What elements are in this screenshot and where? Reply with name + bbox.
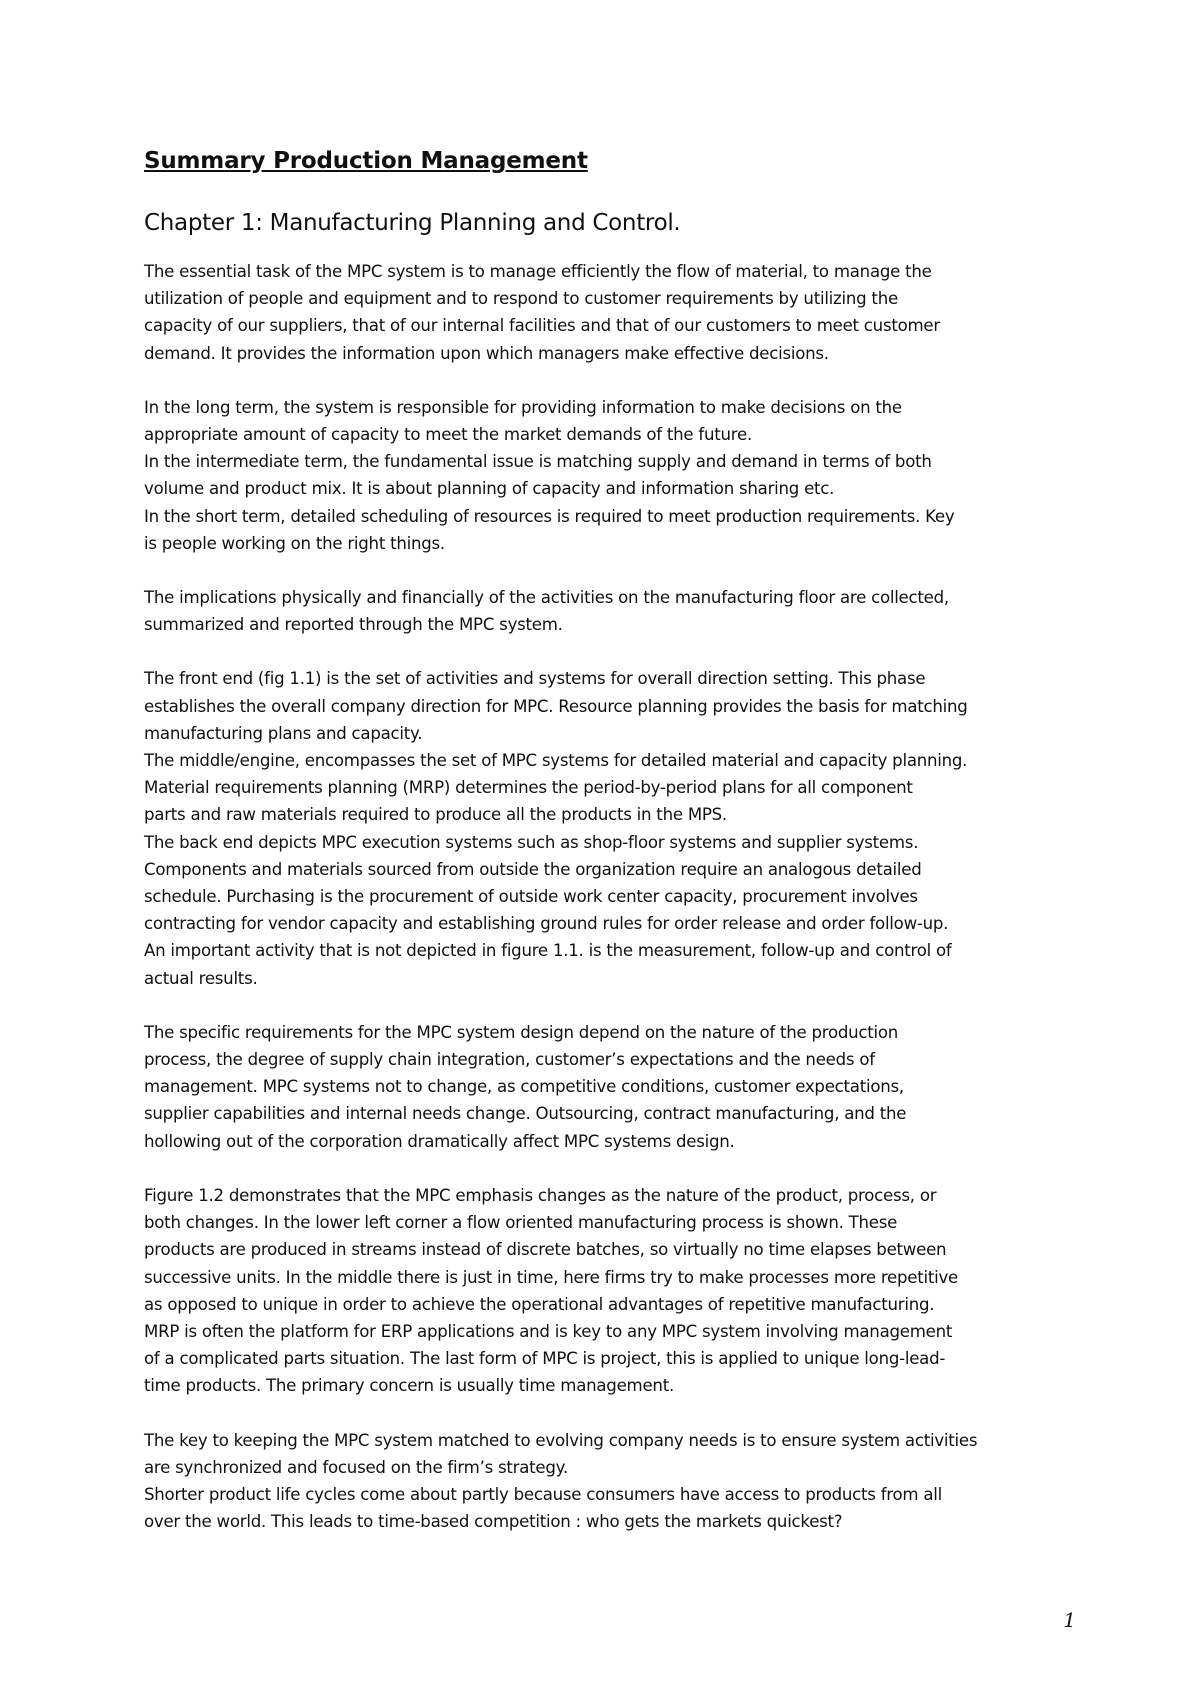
text-line: Shorter product life cycles come about partly because consumers have access to products from all [144, 1484, 942, 1504]
text-line: The specific requirements for the MPC system design depend on the nature of the production [144, 1022, 899, 1042]
text-line: time products. The primary concern is usually time management. [144, 1376, 674, 1396]
text-line: summarized and reported through the MPC system. [144, 615, 563, 635]
text-line: Material requirements planning (MRP) determines the period-by-period plans for all component [144, 778, 913, 798]
text-line: The front end (fig 1.1) is the set of activities and systems for overall direction setting. This phase [144, 669, 926, 689]
text-line: The implications physically and financially of the activities on the manufacturing floor are collected, [144, 588, 949, 608]
paragraph-figure-1-2 [144, 1182, 1074, 1400]
text-line: is people working on the right things. [144, 533, 445, 553]
text-line: supplier capabilities and internal needs change. Outsourcing, contract manufacturing, and the [144, 1104, 907, 1124]
text-line: demand. It provides the information upon which managers make effective decisions. [144, 343, 829, 363]
text-line: utilization of people and equipment and to respond to customer requirements by utilizing the [144, 289, 898, 309]
text-line: The middle/engine, encompasses the set of MPC systems for detailed material and capacity planning. [144, 751, 968, 771]
text-line: over the world. This leads to time-based competition : who gets the markets quickest? [144, 1512, 843, 1532]
paragraph-planning-horizons [144, 394, 1074, 557]
text-line: appropriate amount of capacity to meet the market demands of the future. [144, 425, 752, 445]
text-line: both changes. In the lower left corner a flow oriented manufacturing process is shown. These [144, 1213, 898, 1233]
paragraph-mpc-task [144, 258, 1074, 367]
text-line: In the long term, the system is responsible for providing information to make decisions on the [144, 397, 902, 417]
text-line: as opposed to unique in order to achieve the operational advantages of repetitive manufacturing. [144, 1294, 935, 1314]
text-line: schedule. Purchasing is the procurement of outside work center capacity, procurement involves [144, 887, 918, 907]
text-line: successive units. In the middle there is just in time, here firms try to make processes more repetitive [144, 1267, 958, 1287]
paragraph-key-to-keeping [144, 1427, 1074, 1536]
text-line: MRP is often the platform for ERP applications and is key to any MPC system involving management [144, 1321, 953, 1341]
text-line: contracting for vendor capacity and establishing ground rules for order release and order follow-up. [144, 914, 949, 934]
page-number: 1 [1063, 1608, 1076, 1632]
chapter-title: Chapter 1: Manufacturing Planning and Control. [144, 210, 681, 236]
text-line: are synchronized and focused on the firm’s strategy. [144, 1457, 568, 1477]
text-line: process, the degree of supply chain integration, customer’s expectations and the needs of [144, 1050, 875, 1070]
text-line: Figure 1.2 demonstrates that the MPC emphasis changes as the nature of the product, process, or [144, 1185, 937, 1205]
text-line: actual results. [144, 968, 258, 988]
text-line: parts and raw materials required to produce all the products in the MPS. [144, 805, 727, 825]
text-line: hollowing out of the corporation dramatically affect MPC systems design. [144, 1131, 735, 1151]
document-title: Summary Production Management [144, 148, 588, 174]
text-line: capacity of our suppliers, that of our internal facilities and that of our customers to meet customer [144, 316, 940, 336]
text-line: An important activity that is not depicted in figure 1.1. is the measurement, follow-up and control of [144, 941, 952, 961]
text-line: The essential task of the MPC system is to manage efficiently the flow of material, to manage the [144, 262, 932, 281]
paragraph-front-middle-back [144, 665, 1074, 991]
text-line: The back end depicts MPC execution systems such as shop-floor systems and supplier systems. [144, 832, 919, 852]
text-line: of a complicated parts situation. The last form of MPC is project, this is applied to unique long-lead- [144, 1349, 946, 1369]
text-line: volume and product mix. It is about planning of capacity and information sharing etc. [144, 479, 835, 499]
text-line: products are produced in streams instead of discrete batches, so virtually no time elapses between [144, 1240, 947, 1260]
text-line: management. MPC systems not to change, as competitive conditions, customer expectations, [144, 1077, 904, 1097]
text-line: The key to keeping the MPC system matched to evolving company needs is to ensure system activities [144, 1430, 978, 1450]
text-line: establishes the overall company direction for MPC. Resource planning provides the basis for matching [144, 696, 968, 716]
text-line: Components and materials sourced from outside the organization require an analogous detailed [144, 859, 922, 879]
text-line: manufacturing plans and capacity. [144, 723, 423, 743]
text-line: In the short term, detailed scheduling of resources is required to meet production requirements. Key [144, 506, 955, 526]
text-line: In the intermediate term, the fundamental issue is matching supply and demand in terms of both [144, 452, 932, 472]
paragraph-implications [144, 584, 1074, 638]
document-body [144, 146, 1074, 1562]
paragraph-specific-requirements [144, 1019, 1074, 1155]
